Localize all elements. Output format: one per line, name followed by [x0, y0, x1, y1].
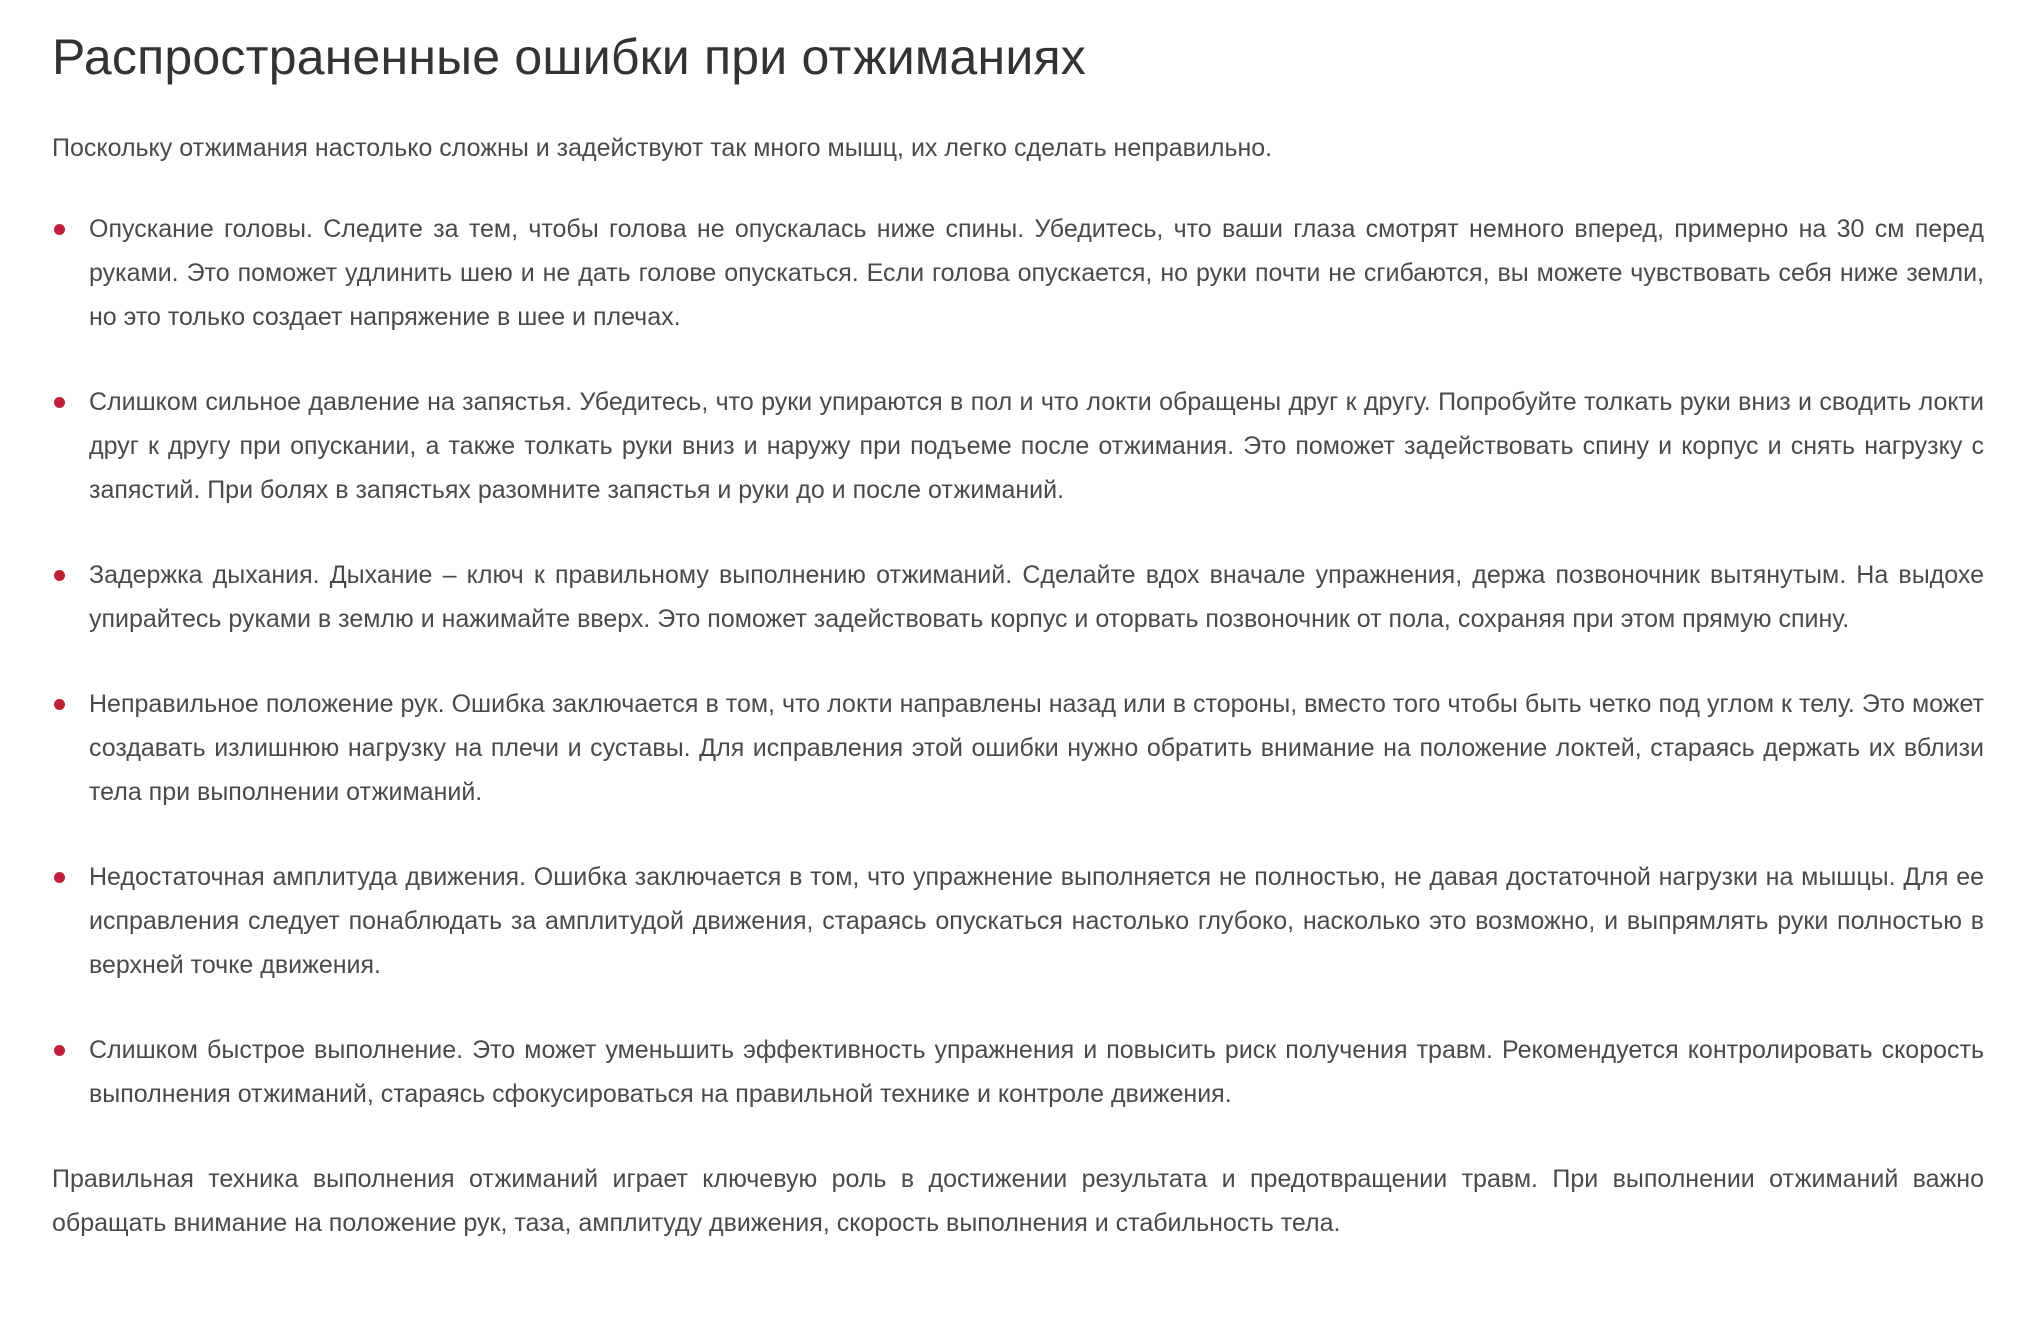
- mistakes-list: [52, 207, 1984, 1116]
- bullet-icon: [54, 872, 65, 883]
- article: [52, 0, 1984, 1245]
- bullet-icon: [54, 570, 65, 581]
- bullet-icon: [54, 699, 65, 710]
- list-item-text: Недостаточная амплитуда движения. Ошибка заключается в том, что упражнение выполняется не полностью, не давая достаточной нагрузки на мышцы. Для ее исправления следует понаблюдать за амплитудой движения, стараясь опускаться настолько глубоко, насколько это возможно, и выпрямлять руки полностью в верхней точке движения.: [89, 863, 1984, 979]
- list-item: [52, 682, 1984, 814]
- list-item: [52, 207, 1984, 339]
- bullet-icon: [54, 397, 65, 408]
- bullet-icon: [54, 224, 65, 235]
- list-item: [52, 1028, 1984, 1116]
- list-item: [52, 553, 1984, 641]
- list-item-text: Опускание головы. Следите за тем, чтобы голова не опускалась ниже спины. Убедитесь, что ваши глаза смотрят немного вперед, примерно на 30 см перед руками. Это поможет удлинить шею и не дать голове опускаться. Если голова опускается, но руки почти не сгибаются, вы можете чувствовать себя ниже земли, но это только создает напряжение в шее и плечах.: [89, 215, 1984, 331]
- list-item: [52, 855, 1984, 987]
- conclusion-paragraph: Правильная техника выполнения отжиманий играет ключевую роль в достижении результата и предотвращении травм. При выполнении отжиманий важно обращать внимание на положение рук, таза, амплитуду движения, скорость выполнения и стабильность тела.: [52, 1165, 1984, 1237]
- bullet-icon: [54, 1045, 65, 1056]
- list-item-text: Слишком сильное давление на запястья. Убедитесь, что руки упираются в пол и что локти обращены друг к другу. Попробуйте толкать руки вниз и сводить локти друг к другу при опускании, а также толкать руки вниз и наружу при подъеме после отжимания. Это поможет задействовать спину и корпус и снять нагрузку с запястий. При болях в запястьях разомните запястья и руки до и после отжиманий.: [89, 388, 1984, 504]
- list-item: [52, 380, 1984, 512]
- list-item-text: Неправильное положение рук. Ошибка заключается в том, что локти направлены назад или в стороны, вместо того чтобы быть четко под углом к телу. Это может создавать излишнюю нагрузку на плечи и суставы. Для исправления этой ошибки нужно обратить внимание на положение локтей, стараясь держать их вблизи тела при выполнении отжиманий.: [89, 690, 1984, 806]
- list-item-text: Задержка дыхания. Дыхание – ключ к правильному выполнению отжиманий. Сделайте вдох вначале упражнения, держа позвоночник вытянутым. На выдохе упирайтесь руками в землю и нажимайте вверх. Это поможет задействовать корпус и оторвать позвоночник от пола, сохраняя при этом прямую спину.: [89, 561, 1984, 633]
- intro-paragraph: Поскольку отжимания настолько сложны и задействуют так много мышц, их легко сделать неправильно.: [52, 134, 1273, 162]
- list-item-text: Слишком быстрое выполнение. Это может уменьшить эффективность упражнения и повысить риск получения травм. Рекомендуется контролировать скорость выполнения отжиманий, стараясь сфокусироваться на правильной технике и контроле движения.: [89, 1036, 1984, 1108]
- page-title: Распространенные ошибки при отжиманиях: [52, 29, 1086, 85]
